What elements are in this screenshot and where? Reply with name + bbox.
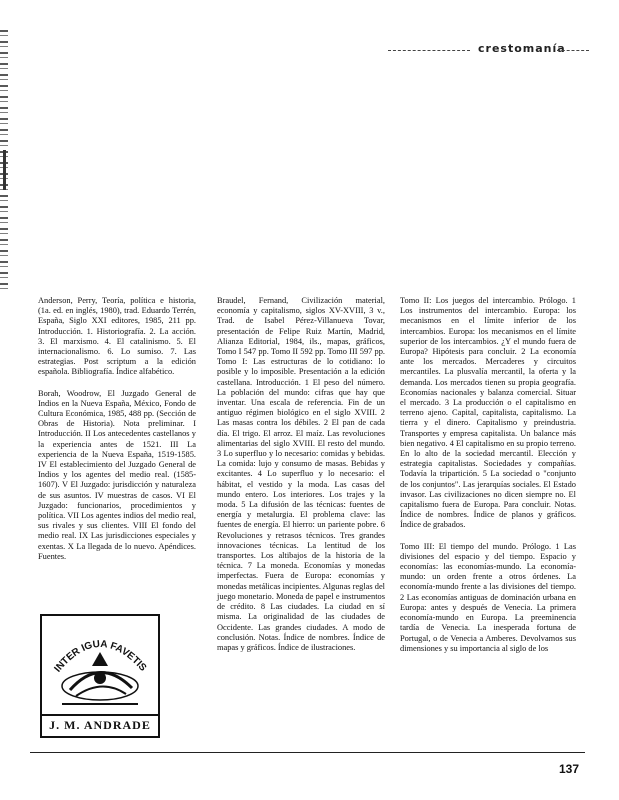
bookplate-illustration xyxy=(42,616,158,716)
bibliography-entry: Anderson, Perry, Teoría, política e historia, (1a. ed. en inglés, 1980), trad. Eduardo Terrén, España, Siglo XXI editores, 1985, 211 pp. Introducción. 1. Historiografía. 2. La acción. 3. El marxismo. 4. El catalinismo. 5. El internacionalismo. 6. Lo sumiso. 7. Las estrategias. Post scriptum a la edición española. Bibliografía. Índice alfabético. xyxy=(38,296,196,377)
header-dashed-rule xyxy=(557,50,589,51)
bookplate-stamp xyxy=(40,614,160,738)
bibliography-entry: Tomo III: El tiempo del mundo. Prólogo. 1 Las divisiones del espacio y del tiempo. Espacio y economías: las economías-mundo. La economía-mundo: un orden frente a otros órdenes. La economía-mundo frente a las divisiones del tiempo. 2 Las economías antiguas de dominación urbana en Europa: antes y después de Venecia. La primera economía-mundo en Europa. La preeminencia tardía de Venecia. La inesperada fortuna de Portugal, o de Venecia a Amberes. Devolvamos sus dimensiones y su importancia al siglo de los xyxy=(400,541,576,653)
scan-edge-artifact xyxy=(3,150,6,190)
text-column-middle xyxy=(217,296,385,664)
bibliography-entry: Borah, Woodrow, El Juzgado General de Indios en la Nueva España, México, Fondo de Cultura Económica, 1985, 488 pp. (Sección de Obras de Historia). Nota preliminar. I Introducción. II Los antecedentes castellanos y la experiencia antes de 1521. III La experiencia de la Nueva España, 1519-1585. IV El establecimiento del Juzgado General de Indios y los agentes del medio real. (1585-1607). V El Juzgado: jurisdicción y naturaleza de sus asuntos. IV muestras de casos. VI El Juzgado: funcionarios, procedimientos y política. VII Los agentes indios del medio real, sus rivales y sus clientes. VIII El fondo del medio real. IX Las jurisdicciones especiales y exentas. X La llegada de lo nuevo. Apéndices. Fuentes. xyxy=(38,388,196,561)
page-number: 137 xyxy=(558,762,579,776)
running-header xyxy=(388,42,589,58)
bibliography-entry: Braudel, Fernand, Civilización material, economía y capitalismo, siglos XV-XVIII, 3 v., Trad. de Isabel Pérez-Villanueva Tovar, presentación de Felipe Ruiz Martín, Madrid, Alianza Editorial, 1984, ils., mapas, gráficos, Tomo I 547 pp. Tomo II 592 pp. Tomo III 597 pp. Tomo I: Las estructuras de lo cotidiano: lo posible y lo imposible. Presentación a la edición castellana. Introducción. 1 El peso del número. La población del mundo: cifras que hay que inventar. Una escala de referencia. Fin de un antiguo régimen biológico en el siglo XVIII. 2 Las masas contra los débiles. 2 El pan de cada día. El trigo. El arroz. El maíz. Las revoluciones alimentarias del siglo XVIII. El resto del mundo. 3 Lo superfluo y lo necesario: comidas y bebidas. La comida: lujo y consumo de masas. Bebidas y excitantes. 4 Lo superfluo y lo necesario: el hábitat, el vestido y la moda. Las casas del mundo entero. Los interiores. Los trajes y la moda. 5 La difusión de las técnicas: fuentes de energía y metalurgia. El problema clave: las fuentes de energía. El hierro: un pariente pobre. 6 Revoluciones y retrasos técnicos. Tres grandes innovaciones técnicas. La lentitud de los transportes. Los altibajos de la historia de la técnica. 7 La moneda. Economías y monedas imperfectas. Fuera de Europa: economías y monedas metálicas incipientes. Algunas reglas del juego monetario. Moneda de papel e instrumentos de crédito. 8 Las ciudades. La ciudad en sí misma. La originalidad de las ciudades de Occidente. Las grandes ciudades. A modo de conclusión. Notas. Índice de nombres. Índice de mapas y gráficos. Índice de ilustraciones. xyxy=(217,296,385,652)
bookplate-motto: INTER IGUA FAVETIS xyxy=(52,638,149,675)
section-label: crestomanía xyxy=(478,42,566,55)
text-column-left xyxy=(38,296,196,573)
text-column-right xyxy=(400,296,576,665)
footer-rule xyxy=(30,752,585,753)
bibliography-entry: Tomo II: Los juegos del intercambio. Prólogo. 1 Los instrumentos del intercambio. Europa: los mecanismos en el límite inferior de los intercambios. Europa: los mecanismos en el límite superior de los intercambios. ¿Y el mundo fuera de Europa? Hipótesis para concluir. 2 La economía ante los mercados. Mercaderes y circuitos mercantiles. La plusvalía mercantil, la oferta y la demanda. Los mercados tienen su propia geografía. Economías nacionales y balanza comercial. Situar el mercado. 3 La producción o el capitalismo en terreno ajeno. Capital, capitalista, capitalismo. La tierra y el dinero. Capitalismo y preindustria. Transportes y empresa capitalista. Un balance más bien negativo. 4 El capitalismo en su propio terreno. En lo alto de la sociedad mercantil. Elección y estrategia capitalistas. Sociedades y compañías. Todavía la tripartición. 5 La sociedad o "conjunto de los conjuntos". Las jerarquías sociales. El Estado invasor. Las civilizaciones no dicen siempre no. El capitalismo fuera de Europa. Para concluir. Notas. Índice de nombres. Índice de planos y gráficos. Índice de grabados. xyxy=(400,296,576,530)
bookplate-owner-name: J. M. ANDRADE xyxy=(42,714,158,734)
header-dashed-rule xyxy=(388,50,470,51)
